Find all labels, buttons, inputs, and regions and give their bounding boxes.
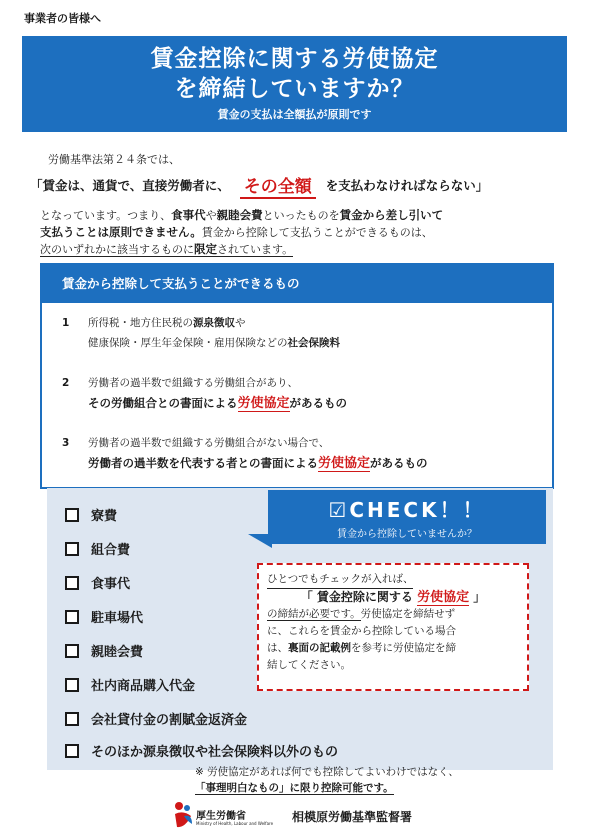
item-text: 労働者の過半数で組織する労働組合があり、 [88,377,298,389]
note-text: 労使協定を締結せず [360,608,456,620]
item-red-emphasis: 労使協定 [318,456,371,471]
para-bold: 親睦会費 [216,208,263,222]
checklist-label: 駐車場代 [91,611,144,626]
item-text: 健康保険・厚生年金保険・雇用保険などの [88,337,288,349]
item-bold: 源泉徴収 [193,317,235,329]
checkbox-icon[interactable] [65,644,79,658]
checkbox-icon[interactable] [65,678,79,692]
item-number: 1 [62,317,70,329]
quote-pre: 「賃金は、通貨で、直接労働者に、 [30,178,230,193]
check-subtitle: 賃金から控除していませんか？ [337,529,477,540]
note-line: 結してください。 [267,659,351,671]
note-line: に、これらを賃金から控除している場合 [267,625,456,637]
checklist-item[interactable] [65,741,338,760]
deductions-header: 賃金から控除して支払うことができるもの [42,265,552,303]
note-text: 」 [469,590,486,604]
checklist-item[interactable] [65,607,143,626]
checklist-label: 会社貸付金の割賦金返済金 [91,713,248,728]
item-number: 3 [62,437,70,449]
checkbox-icon[interactable] [65,744,79,758]
logo-text: 厚生労働省 [196,811,246,822]
checklist-label: 食事代 [91,577,131,592]
hero-subtitle: 賃金の支払は全額払が原則です [217,108,372,121]
checklist-item[interactable] [65,709,247,728]
checklist-label: 寮費 [91,509,118,524]
note-bold: 裏面の記載例 [288,642,351,654]
para-bold: 食事代 [171,208,206,222]
para-bold: 賃金から差し引いて [339,208,444,222]
law-quote [30,172,560,198]
para-bold: 限定 [194,242,217,256]
footnote [195,764,459,796]
office-name: 相模原労働基準監督署 [292,810,413,824]
hero-title [22,44,567,104]
note-line: ひとつでもチェックが入れば、 [267,571,413,589]
checkbox-icon[interactable] [65,576,79,590]
para-text: や [205,209,217,222]
item-text: や [235,317,246,329]
note-underlined: の締結が必要です。 [267,608,361,620]
item-bold: その労働組合との書面による [88,396,238,410]
checkbox-icon[interactable] [65,610,79,624]
para-bold: 支払うことは原則できません。 [40,225,202,239]
footnote-line: ※ 労使協定があれば何でも控除してよいわけではなく、 [195,766,459,778]
deductions-box [40,263,554,489]
item-number: 2 [62,377,70,389]
checklist-label: 組合費 [91,543,131,558]
item-bold: があるもの [289,396,348,410]
item-text: 労働者の過半数で組織する労働組合がない場合で、 [88,437,330,449]
logo-subtext: Ministry of Health, Labour and Welfare [196,821,274,826]
logo-mark-icon [172,800,194,830]
item-red-emphasis: 労使協定 [237,396,290,411]
quote-post: を支払わなければならない」 [325,178,489,193]
checkbox-icon[interactable] [65,712,79,726]
checklist-label: 親睦会費 [91,645,144,660]
deduction-item-1 [62,313,340,353]
item-bold: があるもの [370,456,428,470]
note-text: は、 [267,642,288,654]
agreement-note [257,563,529,691]
para-text: されています。 [217,243,294,256]
explanation-paragraph [40,207,560,258]
note-heading [267,589,519,606]
checklist-label: 社内商品購入代金 [91,679,196,694]
deduction-item-3 [62,433,428,474]
check-bubble [268,490,546,544]
hero-title-line2: を締結していますか？ [174,76,415,102]
para-text: 賃金から控除して支払うことができるものは、 [201,226,433,239]
hero-title-line1: 賃金控除に関する労使協定 [150,46,439,72]
checkbox-icon[interactable] [65,542,79,556]
para-underlined [40,243,293,257]
checklist-label: そのほか源泉徴収や社会保険料以外のもの [91,745,339,760]
note-text: を参考に労使協定を締 [351,642,456,654]
note-text: 「 賃金控除に関する [300,590,418,604]
audience-label: 事業者の皆様へ [24,12,101,25]
para-text: 次のいずれかに該当するものに [40,243,194,256]
para-text: となっています。つまり、 [40,209,172,222]
checklist-item[interactable] [65,641,143,660]
checklist-item[interactable] [65,505,117,524]
checkbox-icon[interactable] [65,508,79,522]
checklist-item[interactable] [65,573,130,592]
mhlw-logo [172,800,272,832]
item-bold: 労働者の過半数を代表する者との書面による [88,456,318,470]
deduction-item-2 [62,373,347,414]
checklist-item[interactable] [65,675,195,694]
quote-emphasis: その全額 [240,172,316,199]
footnote-emphasis: 「事理明白なもの」に限り控除可能です。 [195,782,394,794]
para-text: といったものを [262,209,340,222]
hero-banner [22,36,567,132]
item-bold: 社会保険料 [287,337,340,349]
item-text: 所得税・地方住民税の [88,317,193,329]
check-title: ☑CHECK！！ [328,498,486,522]
note-red-emphasis: 労使協定 [417,590,470,605]
checklist-item[interactable] [65,539,130,558]
intro-text: 労働基準法第２４条では、 [48,153,180,166]
